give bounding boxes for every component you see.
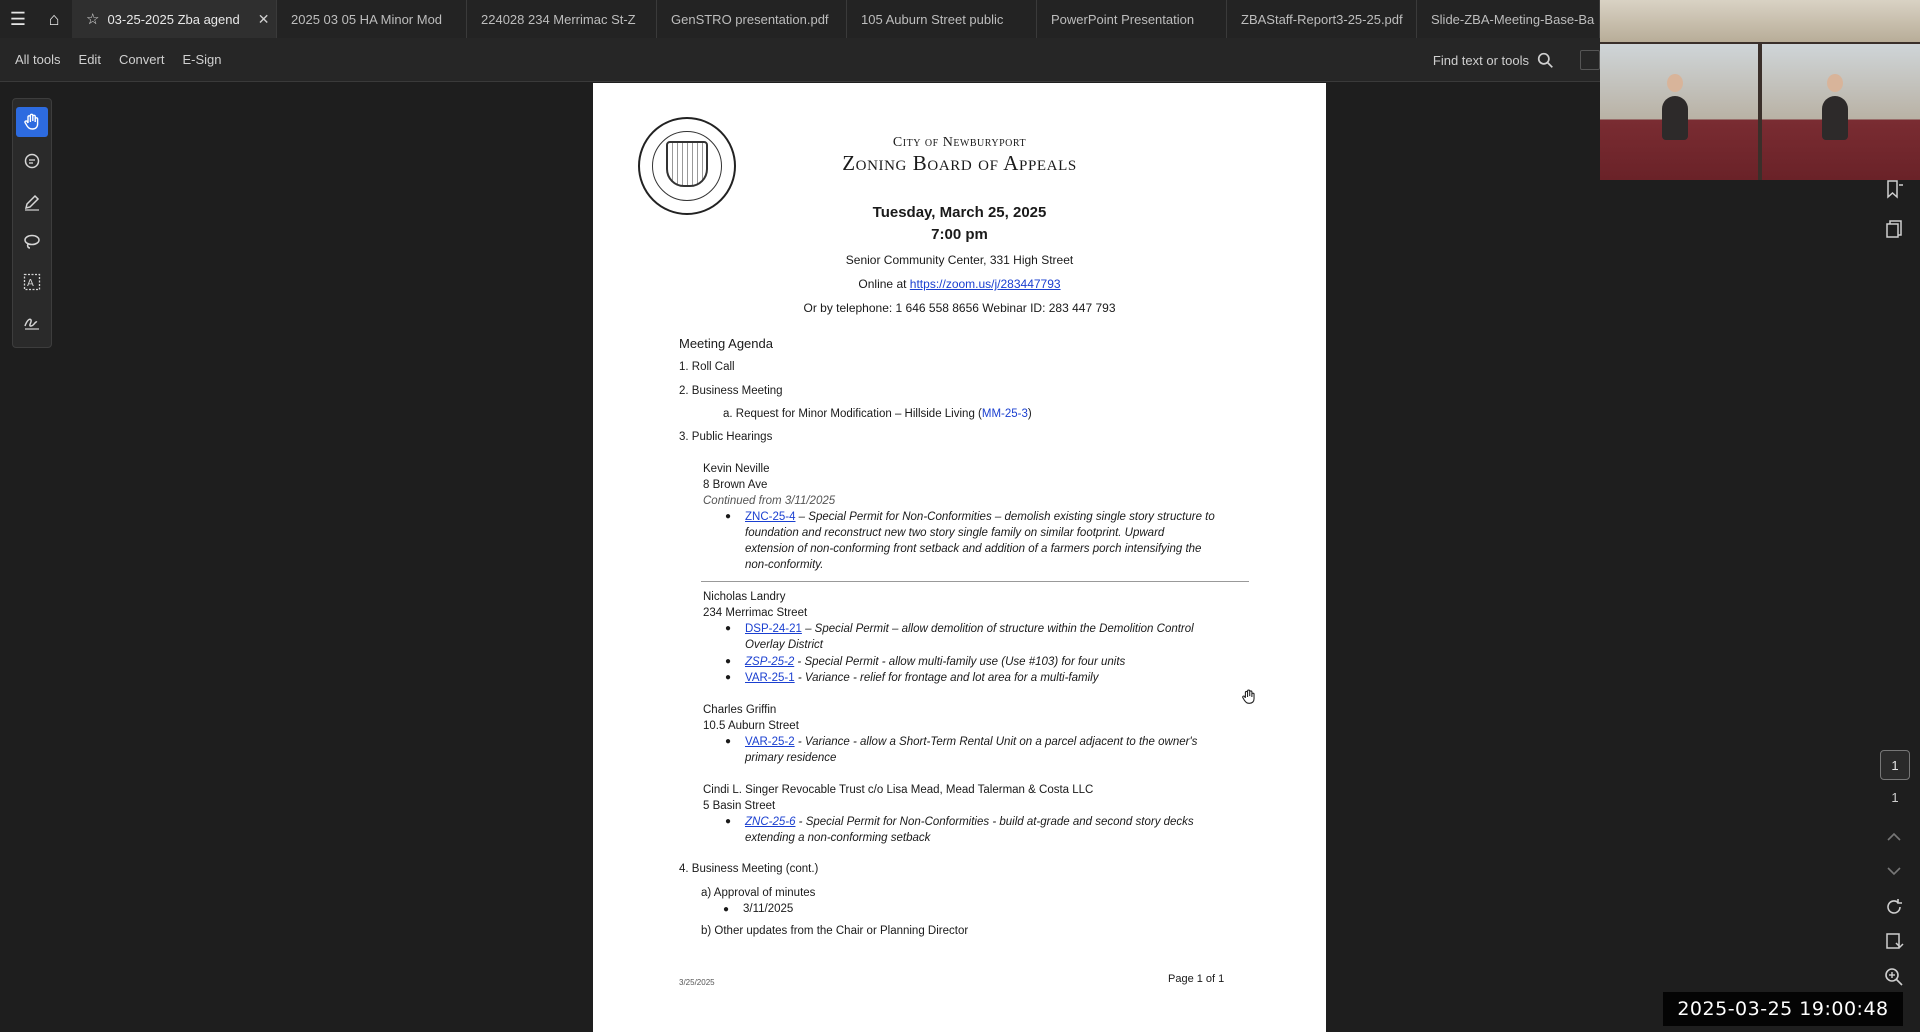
- hand-icon[interactable]: [16, 107, 48, 137]
- find-tools-label: Find text or tools: [1432, 52, 1529, 68]
- participant-figure: [1822, 96, 1848, 140]
- tool-rail: [12, 98, 52, 348]
- znc-25-6-link[interactable]: ZNC-25-6: [745, 816, 796, 828]
- mm-25-3-link[interactable]: MM-25-3: [981, 408, 1028, 420]
- hearing-2-text: – Special Permit – allow demolition of structure within the Demolition Control: [801, 623, 1194, 635]
- applicant-address: 8 Brown Ave: [703, 479, 768, 491]
- tab-bar: [0, 0, 1600, 38]
- agenda-item-4: 4. Business Meeting (cont.): [679, 863, 819, 875]
- hearing-4-line-2: extending a non-conforming setback: [745, 832, 931, 844]
- agenda-item-4b: b) Other updates from the Chair or Planning Director: [701, 925, 969, 937]
- continued-note: Continued from 3/11/2025: [703, 495, 836, 507]
- total-pages: 1: [1891, 790, 1899, 805]
- zoom-link[interactable]: https://zoom.us/j/283447793: [909, 277, 1061, 291]
- video-tile: [1600, 44, 1758, 180]
- bullet: ●: [725, 736, 732, 747]
- tab[interactable]: [847, 0, 1037, 38]
- video-tile: [1762, 44, 1920, 180]
- comment-icon[interactable]: [16, 147, 48, 177]
- bullet: ●: [725, 816, 732, 827]
- search-icon: [1537, 52, 1554, 69]
- menu-all-tools[interactable]: All tools: [15, 52, 61, 67]
- divider: [701, 581, 1249, 582]
- phone-line: Or by telephone: 1 646 558 8656 Webinar ID: 283 447 793: [803, 301, 1116, 315]
- bullet: ●: [725, 623, 732, 634]
- tab-active[interactable]: [72, 0, 277, 38]
- refresh-icon[interactable]: [1884, 897, 1904, 917]
- agenda-item-2a: [723, 408, 1032, 420]
- hearing-2-text-3: - Variance - relief for frontage and lot area for a multi-family: [794, 672, 1099, 684]
- hearing-1-text: – Special Permit for Non-Conformities – demolish existing single story structure to: [795, 511, 1215, 523]
- applicant-name: Nicholas Landry: [703, 591, 786, 603]
- bullet: ●: [723, 904, 730, 915]
- hearing-2-line-2: Overlay District: [745, 639, 823, 651]
- menu-icon[interactable]: ☰: [9, 8, 27, 29]
- applicant-name: Kevin Neville: [703, 463, 770, 475]
- participant-head: [1667, 74, 1683, 92]
- tab[interactable]: [1227, 0, 1417, 38]
- chevron-down-icon[interactable]: [1884, 861, 1904, 881]
- tab-label: 2025 03 05 HA Minor Mod: [291, 11, 443, 27]
- hearing-4-text: - Special Permit for Non-Conformities - build at-grade and second story decks: [795, 816, 1194, 828]
- svg-text:A: A: [27, 278, 34, 289]
- pages-icon[interactable]: [1884, 219, 1904, 239]
- applicant-address: 234 Merrimac Street: [703, 607, 808, 619]
- applicant-name: Charles Griffin: [703, 704, 777, 716]
- page-footer: Page 1 of 1: [1168, 973, 1225, 985]
- agenda-title: Meeting Agenda: [679, 336, 773, 351]
- hearing-2-line-4: [745, 672, 1098, 684]
- menu-convert[interactable]: Convert: [118, 52, 165, 67]
- video-timestamp: 2025-03-25 19:00:48: [1663, 992, 1903, 1026]
- agenda-item-4a: a) Approval of minutes: [701, 887, 816, 899]
- hearing-1-line-2: foundation and reconstruct new two story single family on similar footprint. Upward: [745, 527, 1165, 539]
- item-2a-suffix: ): [1027, 408, 1032, 420]
- hearing-1-line-1: [745, 511, 1215, 523]
- tab[interactable]: [1417, 0, 1600, 38]
- bullet: ●: [725, 672, 732, 683]
- tab-label: Slide-ZBA-Meeting-Base-Ba: [1431, 11, 1595, 27]
- participant-head: [1827, 74, 1843, 92]
- hearing-1-line-4: non-conformity.: [745, 559, 824, 571]
- hearing-4-line-1: [745, 816, 1194, 828]
- bullet: ●: [725, 511, 732, 522]
- applicant-name: Cindi L. Singer Revocable Trust c/o Lisa Mead, Mead Talerman & Costa LLC: [703, 784, 1094, 796]
- hearing-2-line-1: [745, 623, 1194, 635]
- zoom-in-icon[interactable]: [1884, 967, 1904, 987]
- online-line: [593, 277, 1326, 291]
- zsp-25-2-link[interactable]: ZSP-25-2: [745, 656, 795, 668]
- hearing-3-line-2: primary residence: [745, 752, 837, 764]
- hearing-2-text-2: - Special Permit - allow multi-family use (Use #103) for four units: [794, 656, 1126, 668]
- tab-label: 224028 234 Merrimac St-Z: [481, 11, 636, 27]
- current-page-field[interactable]: 1: [1880, 750, 1910, 780]
- video-feed: [1600, 0, 1920, 180]
- hearing-1-line-3: extension of non-conforming front setback and addition of a farmers porch intensifying the: [745, 543, 1202, 555]
- star-icon[interactable]: ☆: [86, 11, 100, 28]
- save-icon[interactable]: [1884, 931, 1904, 951]
- var-25-1-link[interactable]: VAR-25-1: [745, 672, 795, 684]
- city-name: City of Newburyport: [892, 135, 1027, 150]
- tab-label: GenSTRO presentation.pdf: [671, 11, 829, 27]
- dsp-24-21-link[interactable]: DSP-24-21: [745, 623, 802, 635]
- pen-icon[interactable]: [16, 187, 48, 217]
- right-rail: [1868, 175, 1920, 1032]
- close-icon[interactable]: ✕: [257, 10, 270, 27]
- lasso-icon[interactable]: [16, 227, 48, 257]
- tab[interactable]: [467, 0, 657, 38]
- tab-label: PowerPoint Presentation: [1051, 11, 1195, 27]
- hearing-3-line-1: [745, 736, 1197, 748]
- meeting-venue: Senior Community Center, 331 High Street: [845, 253, 1074, 267]
- tab-label: ZBAStaff-Report3-25-25.pdf: [1241, 11, 1403, 27]
- sign-icon[interactable]: [16, 307, 48, 337]
- bullet: ●: [725, 656, 732, 667]
- footer-date: 3/25/2025: [679, 978, 715, 987]
- var-25-2-link[interactable]: VAR-25-2: [745, 736, 795, 748]
- participant-figure: [1662, 96, 1688, 140]
- find-tools-button[interactable]: [1433, 38, 1554, 82]
- menu-edit[interactable]: Edit: [78, 52, 101, 67]
- item-2a-text: a. Request for Minor Modification – Hillside Living (: [723, 408, 982, 420]
- video-gallery-strip: [1600, 0, 1920, 42]
- tab[interactable]: [277, 0, 467, 38]
- tab[interactable]: [657, 0, 847, 38]
- online-prefix: Online at: [858, 277, 910, 291]
- hearing-3-text: - Variance - allow a Short-Term Rental Unit on a parcel adjacent to the owner's: [794, 736, 1198, 748]
- menu-e-sign[interactable]: E-Sign: [182, 52, 222, 67]
- minutes-date: 3/11/2025: [743, 903, 794, 915]
- agenda-item-3: 3. Public Hearings: [679, 431, 773, 443]
- tab-label: 105 Auburn Street public: [861, 11, 1004, 27]
- toolbar: [0, 38, 1600, 82]
- applicant-address: 5 Basin Street: [703, 800, 776, 812]
- save-icon[interactable]: [1580, 50, 1600, 70]
- bookmark-icon[interactable]: [1884, 179, 1904, 199]
- chevron-up-icon[interactable]: [1884, 827, 1904, 847]
- meeting-time: 7:00 pm: [931, 226, 988, 243]
- tab[interactable]: [1037, 0, 1227, 38]
- hand-cursor-icon: [1240, 687, 1258, 707]
- pdf-page: [593, 83, 1326, 1032]
- board-name: Zoning Board of Appeals: [842, 151, 1077, 175]
- tab-label: 03-25-2025 Zba agend: [107, 11, 240, 27]
- agenda-item-1: 1. Roll Call: [679, 361, 735, 373]
- meeting-date: Tuesday, March 25, 2025: [872, 204, 1047, 221]
- znc-25-4-link[interactable]: ZNC-25-4: [745, 511, 796, 523]
- hearing-2-line-3: [745, 656, 1125, 668]
- home-icon[interactable]: ⌂: [48, 8, 60, 29]
- applicant-address: 10.5 Auburn Street: [703, 720, 799, 732]
- agenda-item-2: 2. Business Meeting: [679, 385, 783, 397]
- text-select-icon[interactable]: [16, 267, 48, 297]
